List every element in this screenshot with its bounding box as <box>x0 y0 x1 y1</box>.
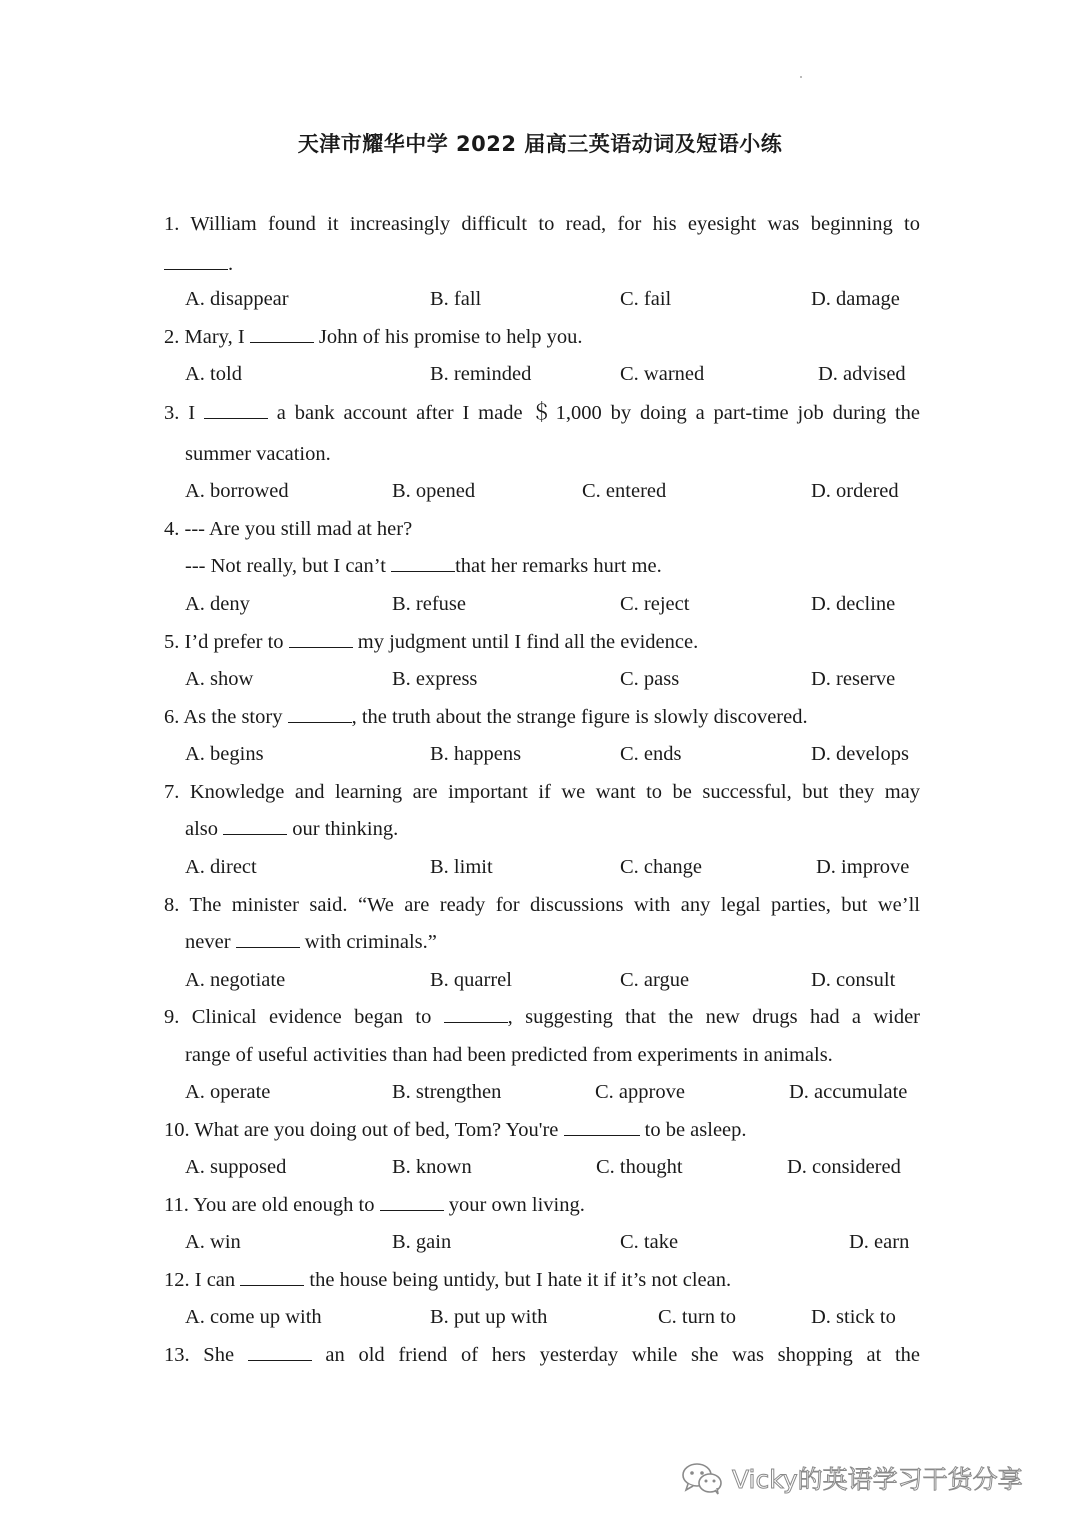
answer-blank <box>164 251 228 270</box>
answer-blank <box>240 1267 304 1286</box>
answer-blank <box>380 1192 444 1211</box>
q1-option-a: A. disappear <box>185 288 289 310</box>
q3-option-d: D. ordered <box>811 480 899 502</box>
q4-option-d: D. decline <box>811 593 896 615</box>
q5-option-c: C. pass <box>620 668 680 690</box>
q9-option-a: A. operate <box>185 1081 271 1103</box>
watermark <box>680 1458 1060 1498</box>
q10-option-b: B. known <box>392 1156 472 1178</box>
q4-option-c: C. reject <box>620 593 690 615</box>
answer-blank <box>236 929 300 948</box>
question-13-line-1: 13. She an old friend of hers yesterday while she was shopping at the <box>164 1344 920 1366</box>
q3-option-b: B. opened <box>392 480 476 502</box>
question-8-line-1: 8. The minister said. “We are ready for discussions with any legal parties, but we’ll <box>164 894 920 916</box>
question-8-line-2: never with criminals.” <box>185 931 437 953</box>
question-7-line-2: also our thinking. <box>185 818 399 840</box>
question-7-line-1: 7. Knowledge and learning are important if we want to be successful, but they may <box>164 781 920 803</box>
q12-option-b: B. put up with <box>430 1306 548 1328</box>
answer-blank <box>391 553 455 572</box>
answer-blank <box>444 1004 508 1023</box>
question-9-line-2: range of useful activities than had been predicted from experiments in animals. <box>185 1044 833 1066</box>
q12-option-a: A. come up with <box>185 1306 322 1328</box>
wechat-icon <box>680 1460 724 1496</box>
q2-option-b: B. reminded <box>430 363 532 385</box>
question-1-line-1: 1. William found it increasingly difficult to read, for his eyesight was beginning to <box>164 213 920 235</box>
q10-option-c: C. thought <box>596 1156 683 1178</box>
q3-option-a: A. borrowed <box>185 480 289 502</box>
q2-option-d: D. advised <box>818 363 906 385</box>
question-3-line-2: summer vacation. <box>185 443 331 465</box>
q5-option-b: B. express <box>392 668 478 690</box>
q7-option-b: B. limit <box>430 856 493 878</box>
answer-blank <box>250 324 314 343</box>
q1-option-c: C. fail <box>620 288 672 310</box>
q7-option-a: A. direct <box>185 856 257 878</box>
answer-blank <box>289 629 353 648</box>
answer-blank <box>204 400 268 419</box>
question-1-line-2: . <box>164 250 920 278</box>
q7-option-d: D. improve <box>816 856 910 878</box>
q11-option-a: A. win <box>185 1231 241 1253</box>
q8-option-b: B. quarrel <box>430 969 512 991</box>
q10-option-a: A. supposed <box>185 1156 287 1178</box>
q10-option-d: D. considered <box>787 1156 901 1178</box>
q12-option-c: C. turn to <box>658 1306 737 1328</box>
question-2: 2. Mary, I John of his promise to help you. <box>164 326 583 348</box>
q9-option-c: C. approve <box>595 1081 685 1103</box>
scan-speck <box>800 76 802 78</box>
q5-option-d: D. reserve <box>811 668 896 690</box>
answer-blank <box>288 704 352 723</box>
q7-option-c: C. change <box>620 856 702 878</box>
q1-option-d: D. damage <box>811 288 900 310</box>
q11-option-c: C. take <box>620 1231 679 1253</box>
page-title: 天津市耀华中学 2022 届高三英语动词及短语小练 <box>297 132 783 156</box>
q6-option-b: B. happens <box>430 743 522 765</box>
question-9-line-1: 9. Clinical evidence began to , suggesting that the new drugs had a wider <box>164 1006 921 1028</box>
watermark-text: Vicky的英语学习干货分享 <box>732 1465 1023 1494</box>
q3-option-c: C. entered <box>582 480 667 502</box>
q11-option-d: D. earn <box>849 1231 910 1253</box>
answer-blank <box>564 1117 640 1136</box>
question-11: 11. You are old enough to your own living. <box>164 1194 585 1216</box>
question-12: 12. I can the house being untidy, but I hate it if it’s not clean. <box>164 1269 732 1291</box>
q12-option-d: D. stick to <box>811 1306 896 1328</box>
q8-option-d: D. consult <box>811 969 896 991</box>
q6-option-a: A. begins <box>185 743 264 765</box>
q11-option-b: B. gain <box>392 1231 452 1253</box>
q6-option-d: D. develops <box>811 743 909 765</box>
question-4-line-1: 4. --- Are you still mad at her? <box>164 518 413 540</box>
q2-option-c: C. warned <box>620 363 705 385</box>
question-6: 6. As the story , the truth about the strange figure is slowly discovered. <box>164 706 808 728</box>
q8-option-c: C. argue <box>620 969 690 991</box>
q6-option-c: C. ends <box>620 743 682 765</box>
q9-option-b: B. strengthen <box>392 1081 502 1103</box>
answer-blank <box>223 816 287 835</box>
question-5: 5. I’d prefer to my judgment until I find all the evidence. <box>164 631 699 653</box>
question-3-line-1: 3. I a bank account after I made ＄1,000 by doing a part-time job during the <box>164 402 921 424</box>
q4-option-a: A. deny <box>185 593 250 615</box>
q1-option-b: B. fall <box>430 288 482 310</box>
q4-option-b: B. refuse <box>392 593 467 615</box>
q5-option-a: A. show <box>185 668 254 690</box>
question-4-line-2: --- Not really, but I can’t that her remarks hurt me. <box>185 555 662 577</box>
q8-option-a: A. negotiate <box>185 969 286 991</box>
answer-blank <box>248 1342 312 1361</box>
question-10: 10. What are you doing out of bed, Tom? You're to be asleep. <box>164 1119 747 1141</box>
q9-option-d: D. accumulate <box>789 1081 908 1103</box>
q2-option-a: A. told <box>185 363 242 385</box>
